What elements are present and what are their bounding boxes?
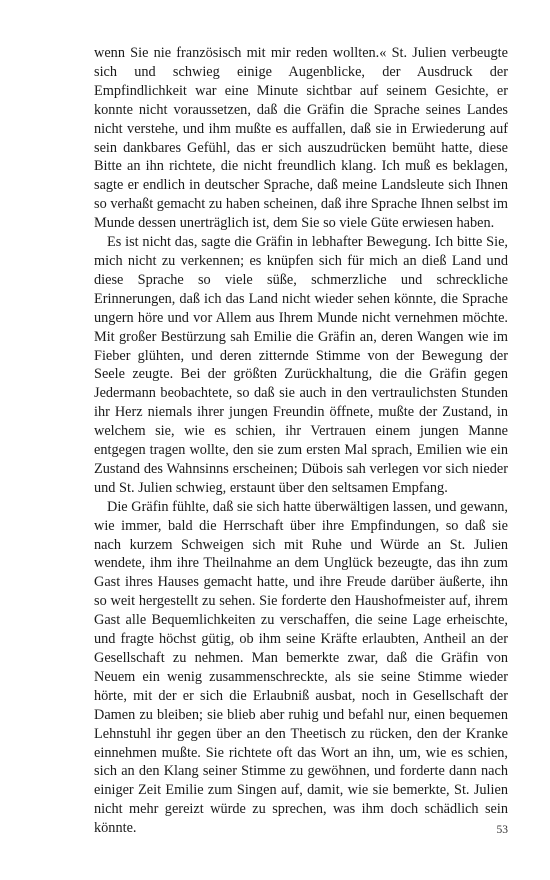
book-page-text <box>94 44 508 838</box>
page-number: 53 <box>496 824 508 836</box>
paragraph-3: Die Gräfin fühlte, daß sie sich hatte überwältigen lassen, und gewann, wie immer, bald die Herrschaft über ihre Empfindungen, so daß sie nach kurzem Schweigen sich mit Ruhe und Würde an St. Julien wendete, ihm ihre Theilnahme an dem Unglück bezeugte, das ihn zum Gast ihres Hauses gemacht hatte, und ihre Freude darüber äußerte, ihn so weit hergestellt zu sehen. Sie forderte den Haushofmeister auf, ihrem Gast alle Bequemlichkeiten zu verschaffen, die seine Lage erheischte, und fragte höchst gütig, ob ihm seine Kräfte erlaubten, Antheil an der Gesellschaft zu nehmen. Man bemerkte zwar, daß die Gräfin von Neuem ein wenig zusammenschreckte, als sie seine Stimme wieder hörte, mit der er sich die Erlaubniß ausbat, noch in Gesellschaft der Damen zu bleiben; sie blieb aber ruhig und befahl nur, einen bequemen Lehnstuhl ihr gegen über an den Theetisch zu rücken, den der Kranke einnehmen mußte. Sie richtete oft das Wort an ihn, um, wie es schien, sich an den Klang seiner Stimme zu gewöhnen, und forderte dann nach einiger Zeit Emilie zum Singen auf, damit, wie sie bemerkte, St. Julien nicht mehr gereizt würde zu sprechen, was ihm doch schädlich sein könnte. <box>94 498 508 837</box>
paragraph-1: wenn Sie nie französisch mit mir reden wollten.« St. Julien verbeugte sich und schwieg einige Augenblicke, der Ausdruck der Empfindlichkeit war eine Minute sichtbar auf seinem Gesichte, er konnte nicht voraussetzen, daß die Gräfin die Sprache seines Landes nicht verstehe, und ihm mußte es auffallen, daß sie in Erwiederung auf sein dankbares Gefühl, das er sich auszudrücken bemüht hatte, diese Bitte an ihn richtete, die nicht freundlich klang. Ich muß es beklagen, sagte er endlich in deutscher Sprache, daß meine Landsleute sich Ihnen so verhaßt gemacht zu haben scheinen, daß ihre Sprache Ihnen selbst im Munde dessen unerträglich ist, dem Sie so viele Güte erwiesen haben. <box>94 45 508 232</box>
paragraph-2: Es ist nicht das, sagte die Gräfin in lebhafter Bewegung. Ich bitte Sie, mich nicht zu verkennen; es knüpfen sich für mich an dieß Land und diese Sprache so viele süße, schmerzliche und schreckliche Erinnerungen, daß ich das Land nicht wieder sehen könnte, die Sprache ungern höre und vor Allem aus Ihrem Munde nicht vernehmen möchte. Mit großer Bestürzung sah Emilie die Gräfin an, deren Wangen wie im Fieber glühten, und deren zitternde Stimme von der Bewegung der Seele zeugte. Bei der größten Zurückhaltung, die die Gräfin gegen Jedermann beobachtete, so daß sie auch in den vertraulichsten Stunden ihr Herz niemals ihrer jungen Freundin öffnete, mußte der Zustand, in welchem sie, wie es schien, ihr Vertrauen einem jungen Manne entgegen tragen wollte, den sie zum ersten Mal sprach, Emilien wie ein Zustand des Wahnsinns erscheinen; Dübois sah verlegen vor sich nieder und St. Julien schwieg, erstaunt über den seltsamen Empfang. <box>94 234 508 496</box>
